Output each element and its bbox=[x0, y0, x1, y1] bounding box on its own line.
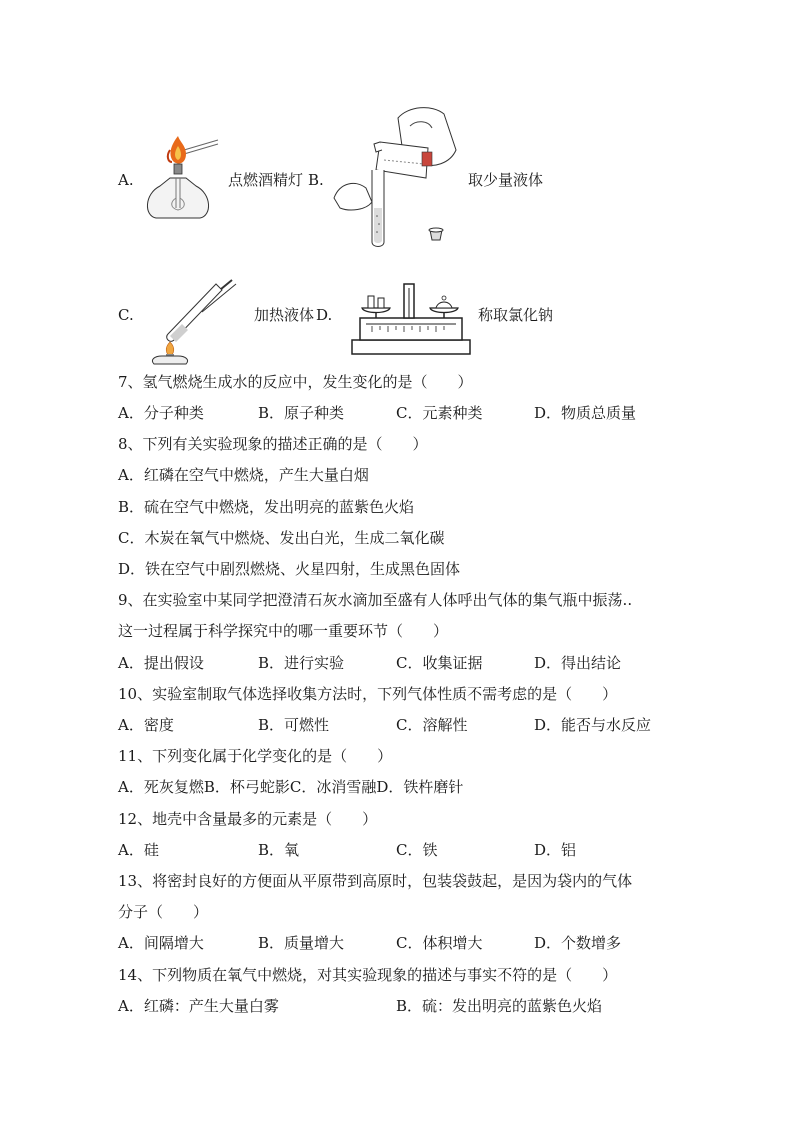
question-9-stem-continued: 这一过程属于科学探究中的哪一重要环节（ ） bbox=[118, 622, 449, 640]
question-13-option-c: C．体积增大 bbox=[396, 934, 483, 952]
question-8-option-b: B．硫在空气中燃烧，发出明亮的蓝紫色火焰 bbox=[118, 498, 415, 516]
question-9-option-a: A．提出假设 bbox=[118, 654, 204, 672]
option-d-caption: 称取氯化钠 bbox=[478, 306, 554, 324]
question-10-stem: 10、实验室制取气体选择收集方法时，下列气体性质不需考虑的是（ ） bbox=[118, 685, 618, 703]
question-13-stem-continued: 分子（ ） bbox=[118, 903, 209, 921]
option-b-letter: B. bbox=[308, 171, 324, 189]
question-10-option-d: D．能否与水反应 bbox=[534, 716, 652, 734]
question-12-option-d: D．铝 bbox=[534, 841, 577, 859]
question-11-stem: 11、下列变化属于化学变化的是（ ） bbox=[118, 747, 393, 765]
question-7-option-b: B．原子种类 bbox=[258, 404, 345, 422]
question-10-option-a: A．密度 bbox=[118, 716, 174, 734]
question-7-option-c: C．元素种类 bbox=[396, 404, 483, 422]
option-c-letter: C. bbox=[118, 306, 134, 324]
question-8-option-d: D．铁在空气中剧烈燃烧、火星四射，生成黑色固体 bbox=[118, 560, 461, 578]
question-14-option-b: B．硫：发出明亮的蓝紫色火焰 bbox=[396, 997, 603, 1015]
option-a-caption: 点燃酒精灯 bbox=[228, 171, 304, 189]
option-b-caption: 取少量液体 bbox=[468, 171, 544, 189]
question-12-option-c: C．铁 bbox=[396, 841, 438, 859]
question-9-option-c: C．收集证据 bbox=[396, 654, 483, 672]
question-8-stem: 8、下列有关实验现象的描述正确的是（ ） bbox=[118, 435, 428, 453]
question-9-option-d: D．得出结论 bbox=[534, 654, 622, 672]
question-14-option-a: A．红磷：产生大量白雾 bbox=[118, 997, 279, 1015]
question-13-option-d: D．个数增多 bbox=[534, 934, 622, 952]
question-9-stem: 9、在实验室中某同学把澄清石灰水滴加至盛有人体呼出气体的集气瓶中振荡.. bbox=[118, 591, 633, 609]
question-7-stem: 7、氢气燃烧生成水的反应中，发生变化的是（ ） bbox=[118, 373, 473, 391]
question-7-option-d: D．物质总质量 bbox=[534, 404, 637, 422]
question-9-option-b: B．进行实验 bbox=[258, 654, 345, 672]
question-13-option-a: A．间隔增大 bbox=[118, 934, 204, 952]
question-14-stem: 14、下列物质在氧气中燃烧，对其实验现象的描述与事实不符的是（ ） bbox=[118, 966, 618, 984]
heating-liquid-image bbox=[148, 276, 252, 364]
question-12-option-a: A．硅 bbox=[118, 841, 159, 859]
question-8-option-c: C．木炭在氧气中燃烧、发出白光，生成二氧化碳 bbox=[118, 529, 445, 547]
alcohol-lamp-lighting-image bbox=[140, 128, 220, 220]
question-13-stem: 13、将密封良好的方便面从平原带到高原时，包装袋鼓起，是因为袋内的气体 bbox=[118, 872, 633, 890]
question-12-stem: 12、地壳中含量最多的元素是（ ） bbox=[118, 810, 378, 828]
question-10-option-c: C．溶解性 bbox=[396, 716, 468, 734]
balance-scale-image bbox=[350, 278, 472, 356]
question-10-option-b: B．可燃性 bbox=[258, 716, 330, 734]
question-7-option-a: A．分子种类 bbox=[118, 404, 204, 422]
question-12-option-b: B．氧 bbox=[258, 841, 300, 859]
question-11-options: A．死灰复燃B．杯弓蛇影C．冰消雪融D．铁杵磨针 bbox=[118, 778, 464, 796]
question-13-option-b: B．质量增大 bbox=[258, 934, 345, 952]
question-8-option-a: A．红磷在空气中燃烧，产生大量白烟 bbox=[118, 466, 369, 484]
option-c-caption: 加热液体 bbox=[254, 306, 315, 324]
option-d-letter: D. bbox=[316, 306, 333, 324]
pouring-liquid-image bbox=[332, 98, 460, 248]
option-a-letter: A. bbox=[118, 171, 134, 189]
